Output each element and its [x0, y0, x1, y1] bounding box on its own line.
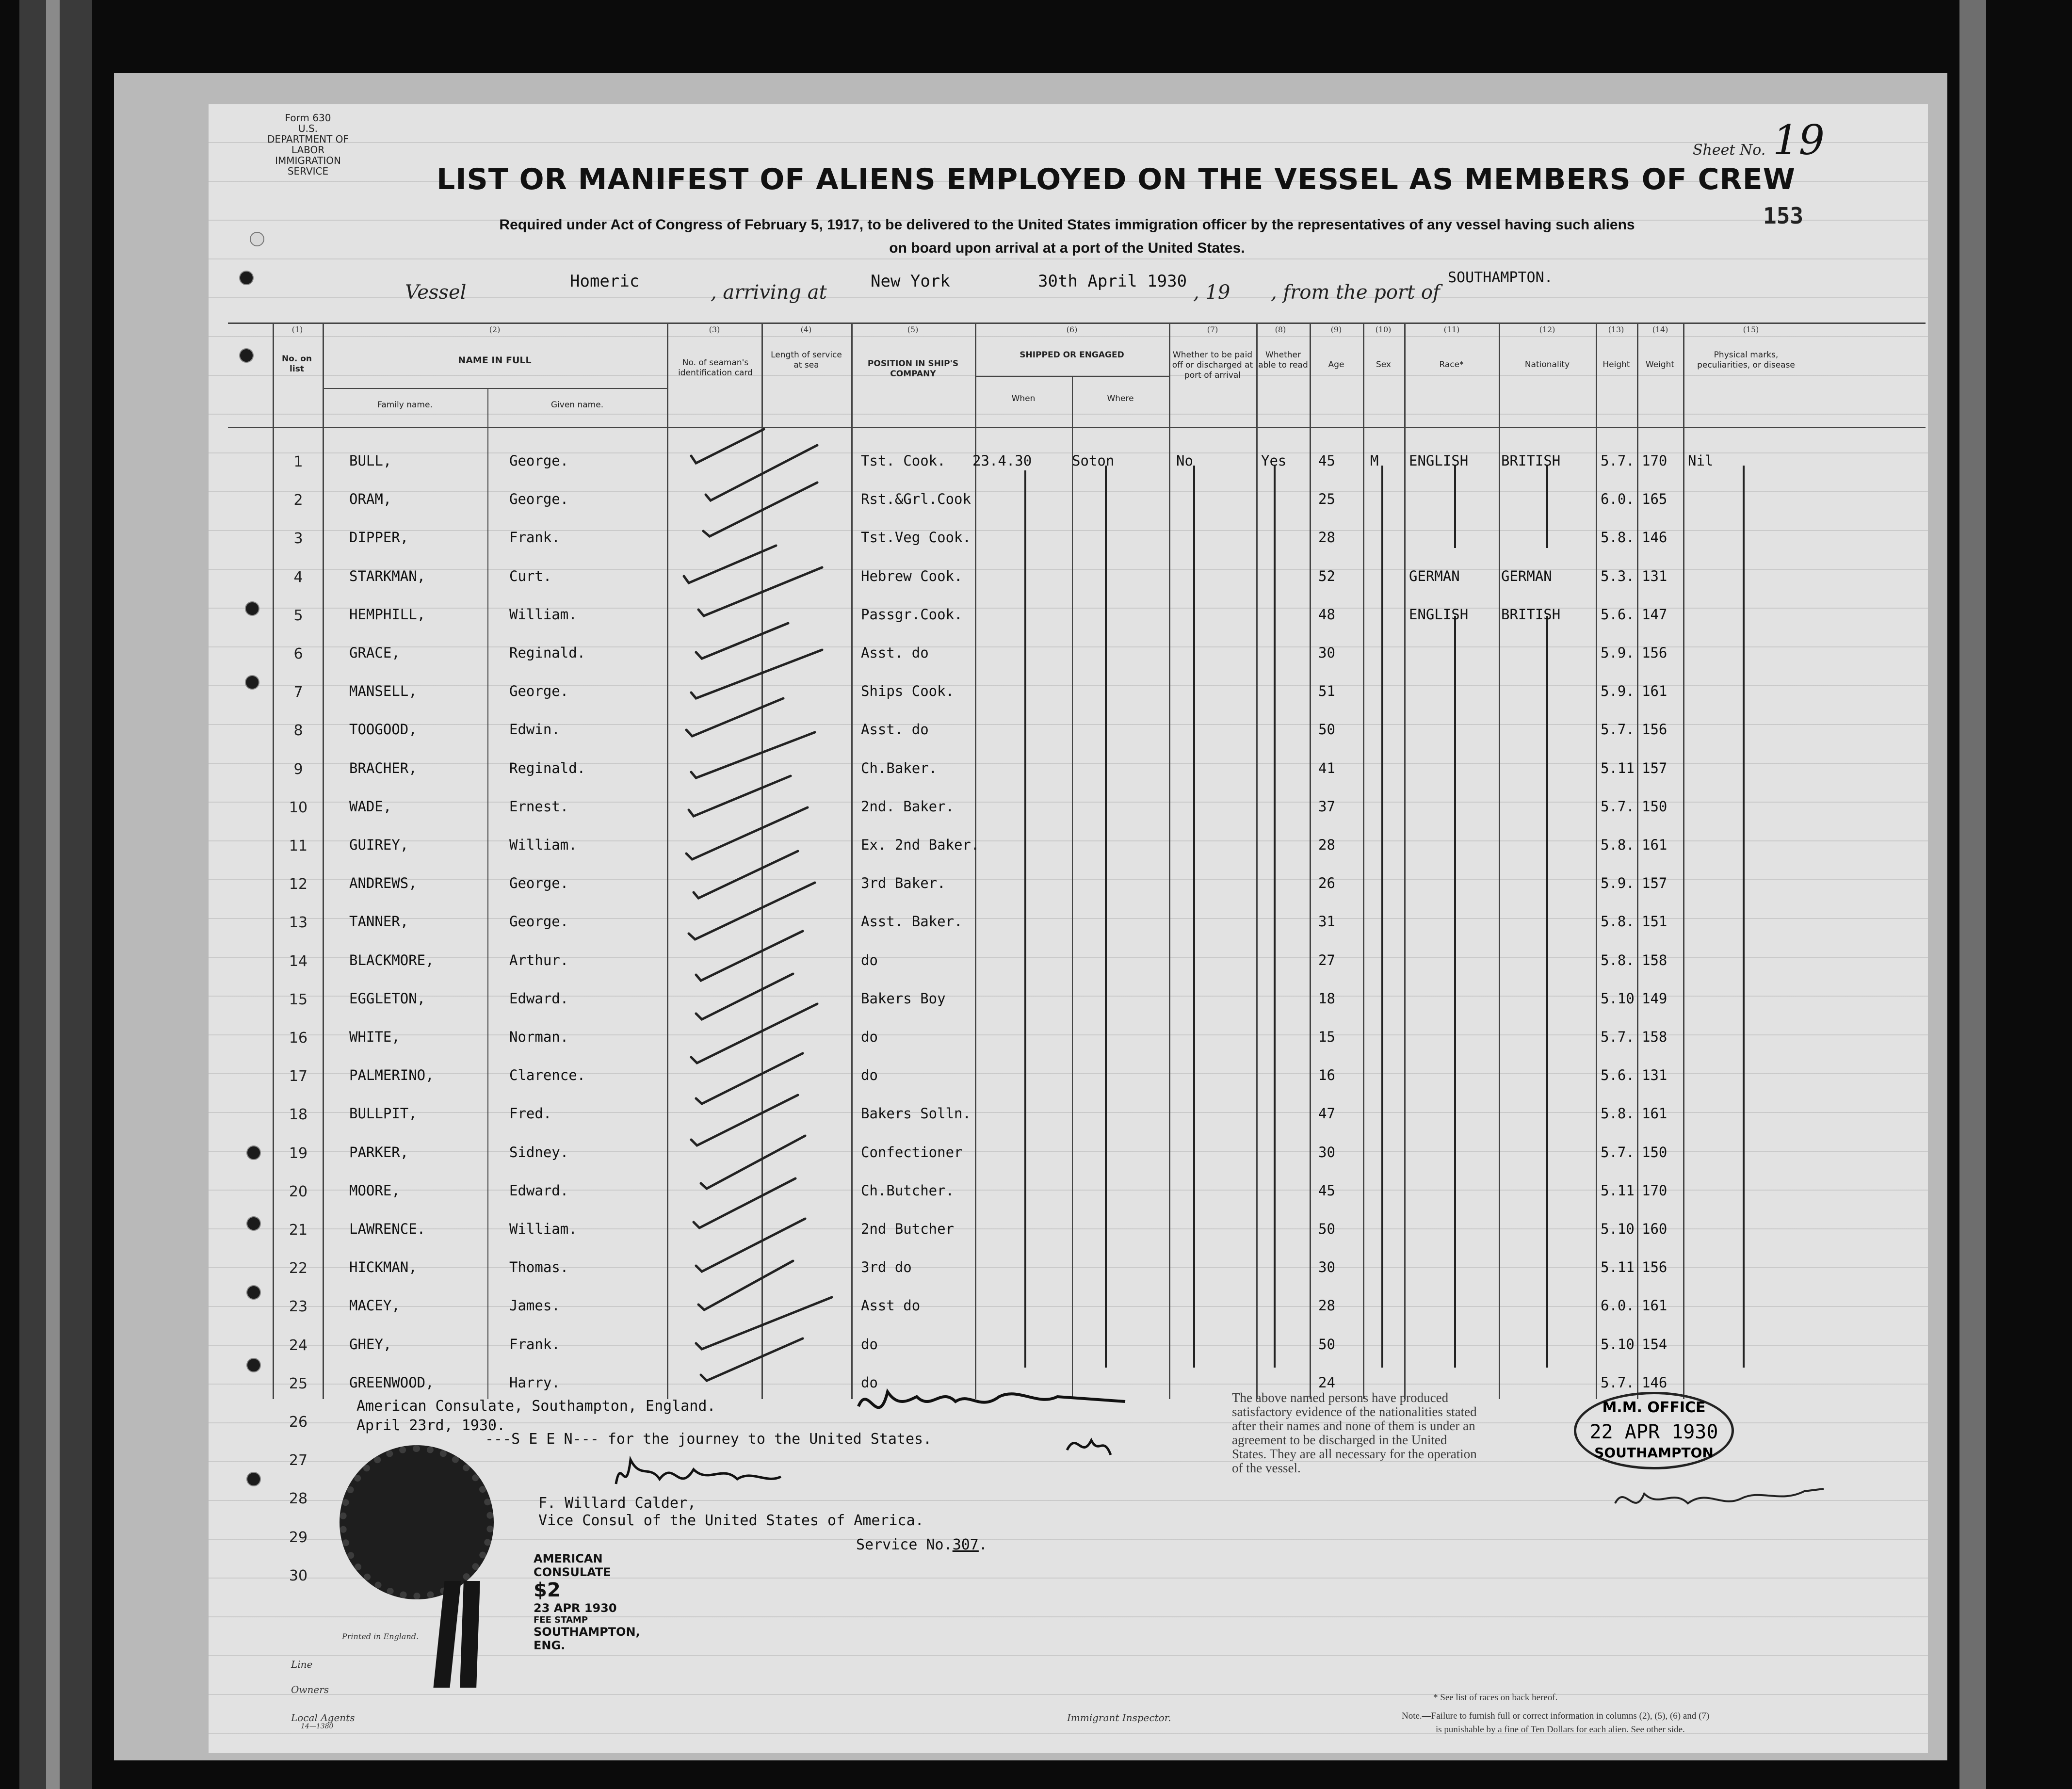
cell-position: do — [861, 952, 878, 968]
service-end: . — [978, 1536, 987, 1553]
cell-age: 50 — [1318, 1221, 1335, 1237]
cell-family: HICKMAN, — [349, 1259, 417, 1275]
cell-age: 30 — [1318, 1144, 1335, 1160]
col-head-given: Given name. — [550, 400, 604, 410]
table-top-rule — [228, 322, 1926, 324]
cell-position: do — [861, 1067, 878, 1083]
cell-paid-off: No — [1176, 452, 1193, 469]
cell-nationality: GERMAN — [1501, 568, 1552, 584]
arriving-label: , arriving at — [711, 281, 827, 304]
col-head-family: Family name. — [377, 400, 433, 410]
cell-height: 5.10 — [1601, 1221, 1635, 1237]
punch-hole — [246, 1216, 261, 1231]
service-number: 307 — [952, 1536, 979, 1553]
film-border-left-strip — [46, 0, 60, 1789]
fee-stamp-amount: $2 — [534, 1579, 561, 1601]
row-number: 11 — [289, 838, 308, 854]
col-head-race: Race* — [1439, 360, 1464, 370]
cell-position: Confectioner — [861, 1144, 963, 1160]
cell-age: 47 — [1318, 1105, 1335, 1122]
col-head-read: Whether able to read — [1258, 350, 1308, 370]
row-number: 9 — [293, 761, 303, 778]
cell-height: 5.8. — [1601, 1105, 1635, 1122]
cell-height: 5.11 — [1601, 1259, 1635, 1275]
cell-nationality: BRITISH — [1501, 452, 1561, 469]
cell-position: Ch.Butcher. — [861, 1182, 955, 1199]
cell-weight: 170 — [1642, 452, 1667, 469]
row-number: 6 — [293, 645, 303, 662]
row-number: 13 — [289, 914, 308, 931]
cell-weight: 161 — [1642, 1297, 1667, 1314]
cell-height: 5.10 — [1601, 990, 1635, 1007]
col-head-where: Where — [1107, 394, 1134, 403]
cell-weight: 146 — [1642, 529, 1667, 546]
cell-height: 5.9. — [1601, 683, 1635, 699]
cell-position: Hebrew Cook. — [861, 568, 963, 584]
col-head-position: POSITION IN SHIP'S COMPANY — [867, 359, 959, 379]
cell-age: 25 — [1318, 491, 1335, 507]
row-number: 24 — [289, 1337, 308, 1354]
cell-family: HEMPHILL, — [349, 606, 426, 623]
row-number: 26 — [289, 1414, 308, 1431]
cell-family: DIPPER, — [349, 529, 409, 546]
cell-race: GERMAN — [1409, 568, 1460, 584]
cell-family: TOOGOOD, — [349, 721, 417, 738]
cell-read: Yes — [1261, 452, 1287, 469]
punch-hole — [245, 601, 259, 616]
cell-age: 30 — [1318, 1259, 1335, 1275]
manifest-subtitle — [412, 213, 1722, 260]
cell-weight: 160 — [1642, 1221, 1667, 1237]
cell-weight: 156 — [1642, 645, 1667, 661]
cell-height: 5.3. — [1601, 568, 1635, 584]
col-rule — [487, 388, 488, 1399]
row-number: 29 — [289, 1529, 308, 1546]
cell-height: 5.11 — [1601, 1182, 1635, 1199]
cell-given: Thomas. — [509, 1259, 569, 1275]
cell-height: 5.9. — [1601, 645, 1635, 661]
cell-age: 50 — [1318, 1336, 1335, 1353]
cell-family: GHEY, — [349, 1336, 392, 1353]
department: U.S. DEPARTMENT OF LABOR — [267, 123, 349, 156]
footer-line-label: Line — [291, 1659, 313, 1670]
cell-height: 5.6. — [1601, 1067, 1635, 1083]
cell-family: WADE, — [349, 798, 392, 815]
cell-given: Sidney. — [509, 1144, 569, 1160]
sheet-number: 19 — [1773, 116, 1825, 164]
subtitle-line-2: on board upon arrival at a port of the United States. — [889, 240, 1245, 256]
cell-height: 5.7. — [1601, 721, 1635, 738]
cell-position: Tst.Veg Cook. — [861, 529, 971, 546]
col-number: (12) — [1539, 325, 1555, 334]
cell-weight: 149 — [1642, 990, 1667, 1007]
cell-given: George. — [509, 913, 569, 930]
cell-given: William. — [509, 606, 577, 623]
row-number: 23 — [289, 1298, 308, 1315]
cell-weight: 161 — [1642, 683, 1667, 699]
row-number: 16 — [289, 1030, 308, 1047]
col-head-age: Age — [1328, 360, 1344, 370]
cell-position: do — [861, 1029, 878, 1045]
cell-age: 45 — [1318, 1182, 1335, 1199]
cell-age: 28 — [1318, 1297, 1335, 1314]
cell-position: 2nd Butcher — [861, 1221, 955, 1237]
nationality-notice: The above named persons have produced satisfactory evidence of the nationalities stated after their names and none of them is under an agreement to be discharged in the United States. They are all necessary for the operation of the vessel. — [1232, 1390, 1477, 1475]
col-head-length: Length of service at sea — [771, 350, 842, 370]
immigrant-inspector-label: Immigrant Inspector. — [1067, 1712, 1171, 1724]
consulate-line-1: American Consulate, Southampton, England. — [356, 1398, 716, 1415]
cell-height: 5.6. — [1601, 606, 1635, 623]
cell-weight: 161 — [1642, 1105, 1667, 1122]
cell-given: George. — [509, 452, 569, 469]
cell-weight: 150 — [1642, 1144, 1667, 1160]
row-number: 8 — [293, 722, 303, 739]
cell-age: 28 — [1318, 837, 1335, 853]
cell-family: LAWRENCE. — [349, 1221, 426, 1237]
sheet-label: Sheet No. — [1693, 142, 1766, 159]
cell-age: 48 — [1318, 606, 1335, 623]
row-number: 7 — [293, 684, 303, 701]
cell-family: GRACE, — [349, 645, 400, 661]
stamp-date: 22 APR 1930 — [1589, 1421, 1718, 1443]
row-number: 30 — [289, 1567, 308, 1584]
row-number: 19 — [289, 1145, 308, 1162]
cell-weight: 170 — [1642, 1182, 1667, 1199]
cell-age: 30 — [1318, 645, 1335, 661]
cell-height: 5.7. — [1601, 1029, 1635, 1045]
cell-race: ENGLISH — [1409, 606, 1469, 623]
cell-given: Frank. — [509, 1336, 560, 1353]
cell-weight: 146 — [1642, 1374, 1667, 1391]
consulate-line-2: April 23rd, 1930. — [356, 1417, 506, 1434]
cell-weight: 165 — [1642, 491, 1667, 507]
cell-where: Soton — [1072, 452, 1115, 469]
consul-signature — [606, 1450, 800, 1503]
cell-height: 5.9. — [1601, 875, 1635, 891]
cell-family: STARKMAN, — [349, 568, 426, 584]
cell-family: MOORE, — [349, 1182, 400, 1199]
service-number-line — [856, 1536, 987, 1553]
cell-age: 52 — [1318, 568, 1335, 584]
cell-family: BRACHER, — [349, 760, 417, 776]
punch-hole — [246, 1285, 261, 1300]
cell-age: 51 — [1318, 683, 1335, 699]
cell-height: 5.11 — [1601, 760, 1635, 776]
cell-given: Frank. — [509, 529, 560, 546]
fee-stamp-office: AMERICAN CONSULATE — [534, 1552, 611, 1579]
cell-given: James. — [509, 1297, 560, 1314]
page-number: 153 — [1763, 203, 1804, 229]
cell-height: 6.0. — [1601, 1297, 1635, 1314]
cell-age: 45 — [1318, 452, 1335, 469]
cell-family: BULLPIT, — [349, 1105, 417, 1122]
punch-hole — [246, 1472, 261, 1486]
cell-weight: 131 — [1642, 1067, 1667, 1083]
vessel-label: Vessel — [405, 281, 467, 304]
stamp-bottom: SOUTHAMPTON — [1594, 1445, 1714, 1461]
arriving-port: New York — [871, 272, 950, 291]
cell-position: 3rd do — [861, 1259, 912, 1275]
cell-given: Ernest. — [509, 798, 569, 815]
cell-race: ENGLISH — [1409, 452, 1469, 469]
cell-weight: 157 — [1642, 875, 1667, 891]
mm-office-stamp — [1574, 1392, 1734, 1469]
cell-position: do — [861, 1374, 878, 1391]
punch-hole — [239, 271, 254, 285]
cell-given: William. — [509, 1221, 577, 1237]
cell-age: 15 — [1318, 1029, 1335, 1045]
cell-position: Asst do — [861, 1297, 921, 1314]
manifest-title: LIST OR MANIFEST OF ALIENS EMPLOYED ON THE VESSEL AS MEMBERS OF CREW — [437, 162, 1796, 196]
from-port-label: , from the port of — [1271, 281, 1440, 304]
cell-weight: 151 — [1642, 913, 1667, 930]
cell-when: 23.4.30 — [972, 452, 1032, 469]
cell-position: 3rd Baker. — [861, 875, 946, 891]
cell-height: 5.7. — [1601, 452, 1635, 469]
cell-age: 50 — [1318, 721, 1335, 738]
cell-age: 18 — [1318, 990, 1335, 1007]
arrival-date: 30th April 1930 — [1038, 272, 1187, 291]
cell-given: George. — [509, 875, 569, 891]
row-number: 10 — [289, 799, 308, 816]
handwritten-tick-marks — [677, 427, 856, 1397]
punch-hole — [246, 1145, 261, 1160]
cell-given: Edwin. — [509, 721, 560, 738]
cell-given: Reginald. — [509, 760, 586, 776]
punch-hole — [245, 675, 259, 690]
col-number: (14) — [1652, 325, 1668, 334]
cell-family: PARKER, — [349, 1144, 409, 1160]
year-label: , 19 — [1193, 281, 1230, 304]
col-number: (8) — [1275, 325, 1286, 334]
form-header — [264, 113, 352, 177]
cell-position: Ex. 2nd Baker. — [861, 837, 980, 853]
punch-hole — [246, 1358, 261, 1372]
cell-height: 5.10 — [1601, 1336, 1635, 1353]
col-number: (7) — [1207, 325, 1218, 334]
col-head-name: NAME IN FULL — [458, 355, 532, 366]
cell-family: ORAM, — [349, 491, 392, 507]
fee-stamp-place: SOUTHAMPTON, ENG. — [534, 1625, 640, 1652]
cell-family: TANNER, — [349, 913, 409, 930]
cell-family: PALMERINO, — [349, 1067, 434, 1083]
footer-form-code: 14—1380 — [301, 1723, 334, 1730]
cell-position: Bakers Boy — [861, 990, 946, 1007]
col-number: (2) — [489, 325, 501, 334]
cell-sex: M — [1370, 452, 1379, 469]
cell-weight: 157 — [1642, 760, 1667, 776]
service-name: IMMIGRATION SERVICE — [275, 155, 341, 177]
col-rule — [667, 322, 668, 1399]
cell-weight: 154 — [1642, 1336, 1667, 1353]
cell-weight: 158 — [1642, 1029, 1667, 1045]
cell-nationality: BRITISH — [1501, 606, 1561, 623]
row-number: 17 — [289, 1068, 308, 1085]
printed-in: Printed in England. — [342, 1632, 419, 1641]
cell-weight: 150 — [1642, 798, 1667, 815]
col-head-marks: Physical marks, peculiarities, or disease — [1697, 350, 1795, 370]
cell-age: 26 — [1318, 875, 1335, 891]
cell-height: 5.8. — [1601, 952, 1635, 968]
cell-given: William. — [509, 837, 577, 853]
cell-given: Norman. — [509, 1029, 569, 1045]
col-head-id-card: No. of seaman's identification card — [678, 358, 753, 378]
cell-age: 24 — [1318, 1374, 1335, 1391]
cell-height: 5.7. — [1601, 1374, 1635, 1391]
cell-family: WHITE, — [349, 1029, 400, 1045]
cell-height: 5.7. — [1601, 798, 1635, 815]
col-number: (15) — [1743, 325, 1759, 334]
cell-position: 2nd. Baker. — [861, 798, 955, 815]
cell-given: Fred. — [509, 1105, 552, 1122]
row-number: 2 — [293, 492, 303, 509]
row-number: 3 — [293, 530, 303, 547]
cell-height: 5.8. — [1601, 837, 1635, 853]
col-head-no: No. on list — [281, 354, 312, 374]
cell-given: Arthur. — [509, 952, 569, 968]
cell-family: ANDREWS, — [349, 875, 417, 891]
punch-hole — [239, 348, 254, 363]
col-head-sex: Sex — [1376, 360, 1391, 370]
cell-height: 5.8. — [1601, 913, 1635, 930]
cell-family: GREENWOOD, — [349, 1374, 434, 1391]
footnote-note-1: Note.—Failure to furnish full or correct information in columns (2), (5), (6) and (7) — [1402, 1711, 1710, 1721]
consul-name: F. Willard Calder, — [538, 1495, 696, 1512]
col-number: (10) — [1375, 325, 1392, 334]
row-number: 5 — [293, 607, 303, 624]
cell-position: Tst. Cook. — [861, 452, 946, 469]
name-subheader-rule — [323, 388, 667, 389]
cell-weight: 147 — [1642, 606, 1667, 623]
row-number: 25 — [289, 1375, 308, 1392]
cell-position: Rst.&Grl.Cook — [861, 491, 971, 507]
cell-age: 28 — [1318, 529, 1335, 546]
cell-given: Edward. — [509, 1182, 569, 1199]
col-rule — [323, 322, 324, 1399]
cell-position: Ch.Baker. — [861, 760, 938, 776]
cell-position: Passgr.Cook. — [861, 606, 963, 623]
footnote-note-2: is punishable by a fine of Ten Dollars for each alien. See other side. — [1436, 1725, 1685, 1735]
row-number: 14 — [289, 953, 308, 970]
col-rule — [273, 322, 274, 1399]
cell-marks: Nil — [1688, 452, 1714, 469]
departure-port: SOUTHAMPTON. — [1448, 269, 1553, 286]
cell-given: Reginald. — [509, 645, 586, 661]
cell-given: Clarence. — [509, 1067, 586, 1083]
cell-position: Ships Cook. — [861, 683, 955, 699]
cell-age: 31 — [1318, 913, 1335, 930]
wax-seal — [340, 1445, 494, 1599]
row-number: 28 — [289, 1490, 308, 1507]
footer-agents-label: Local Agents — [291, 1712, 355, 1724]
punch-hole — [250, 232, 264, 246]
cell-weight: 156 — [1642, 721, 1667, 738]
cell-height: 6.0. — [1601, 491, 1635, 507]
fee-stamp-label: FEE STAMP — [534, 1615, 588, 1625]
col-head-nationality: Nationality — [1524, 360, 1570, 370]
row-number: 27 — [289, 1452, 308, 1469]
cell-position: Asst. do — [861, 645, 929, 661]
cell-weight: 158 — [1642, 952, 1667, 968]
cell-age: 27 — [1318, 952, 1335, 968]
col-number: (5) — [907, 325, 919, 334]
cell-weight: 156 — [1642, 1259, 1667, 1275]
cell-family: GUIREY, — [349, 837, 409, 853]
col-head-weight: Weight — [1645, 360, 1675, 370]
cell-position: Asst. Baker. — [861, 913, 963, 930]
cell-family: BULL, — [349, 452, 392, 469]
row-number: 4 — [293, 569, 303, 586]
fee-stamp-date: 23 APR 1930 — [534, 1601, 617, 1615]
footer-owners-label: Owners — [291, 1684, 329, 1695]
cell-family: BLACKMORE, — [349, 952, 434, 968]
vessel-name: Homeric — [570, 272, 640, 291]
cell-family: MACEY, — [349, 1297, 400, 1314]
consul-title: Vice Consul of the United States of America. — [538, 1512, 924, 1529]
cell-given: Curt. — [509, 568, 552, 584]
fee-stamp — [534, 1552, 660, 1652]
cell-height: 5.8. — [1601, 529, 1635, 546]
row-number: 21 — [289, 1222, 308, 1239]
row-number: 18 — [289, 1106, 308, 1123]
cell-weight: 131 — [1642, 568, 1667, 584]
cell-height: 5.7. — [1601, 1144, 1635, 1160]
row-number: 20 — [289, 1183, 308, 1200]
row-number: 12 — [289, 876, 308, 893]
cell-weight: 161 — [1642, 837, 1667, 853]
col-number: (1) — [291, 325, 303, 334]
col-head-shipped: SHIPPED OR ENGAGED — [1020, 350, 1124, 360]
col-head-height: Height — [1603, 360, 1630, 370]
row-number: 1 — [293, 453, 303, 470]
subtitle-line-1: Required under Act of Congress of February 5, 1917, to be delivered to the United States immigration officer by the representatives of any vessel having such aliens — [499, 217, 1635, 233]
row-number: 22 — [289, 1260, 308, 1277]
cell-given: Harry. — [509, 1374, 560, 1391]
col-head-when: When — [1011, 394, 1036, 403]
cell-family: EGGLETON, — [349, 990, 426, 1007]
col-rule — [975, 322, 976, 1399]
cell-age: 37 — [1318, 798, 1335, 815]
cell-position: Bakers Solln. — [861, 1105, 971, 1122]
cell-age: 41 — [1318, 760, 1335, 776]
col-number: (3) — [709, 325, 720, 334]
handwritten-signature — [854, 1372, 1164, 1479]
cell-family: MANSELL, — [349, 683, 417, 699]
cell-position: do — [861, 1336, 878, 1353]
form-number: Form 630 — [285, 112, 331, 124]
consulate-seen-line: ---S E E N--- for the journey to the United States. — [485, 1431, 932, 1448]
film-border-right — [1959, 0, 1986, 1789]
superintendent-signature — [1610, 1469, 1833, 1532]
footnote-races: * See list of races on back hereof. — [1433, 1692, 1558, 1703]
table-header-rule — [228, 427, 1926, 428]
stamp-top: M.M. OFFICE — [1602, 1399, 1706, 1416]
cell-age: 16 — [1318, 1067, 1335, 1083]
cell-position: Asst. do — [861, 721, 929, 738]
col-number: (4) — [800, 325, 812, 334]
col-number: (11) — [1443, 325, 1460, 334]
col-head-paid-off: Whether to be paid off or discharged at port of arrival — [1172, 350, 1253, 380]
row-number: 15 — [289, 991, 308, 1008]
col-number: (9) — [1330, 325, 1342, 334]
col-number: (6) — [1066, 325, 1078, 334]
cell-given: George. — [509, 683, 569, 699]
cell-given: Edward. — [509, 990, 569, 1007]
col-number: (13) — [1608, 325, 1624, 334]
service-label: Service No. — [856, 1536, 953, 1553]
cell-given: George. — [509, 491, 569, 507]
